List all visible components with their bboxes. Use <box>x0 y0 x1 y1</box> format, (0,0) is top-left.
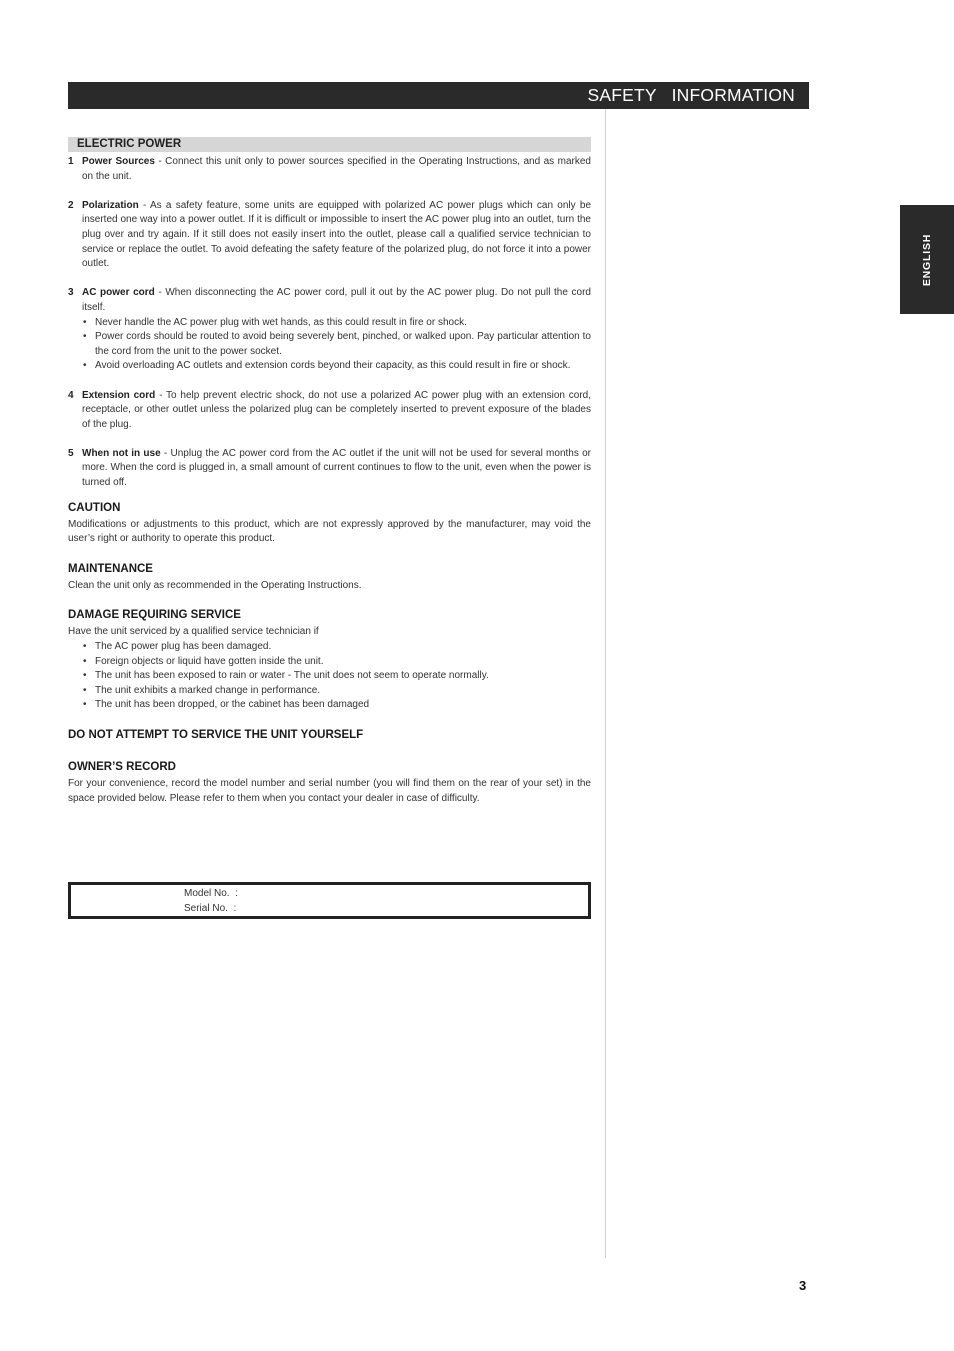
bullet-text: Avoid overloading AC outlets and extension cords beyond their capacity, as this could result in fire or shock. <box>95 360 571 372</box>
caution-section <box>68 501 591 547</box>
item-text: - To help prevent electric shock, do not use a polarized AC power plug with an extension cord, receptacle, or other outlet unless the polarized plug can be completely inserted to prevent exposure of the blades of the plug. <box>82 389 591 430</box>
bullet-text: Power cords should be routed to avoid being severely bent, pinched, or walked upon. Pay particular attention to the cord from the unit to the power socket. <box>95 331 591 357</box>
caution-heading: CAUTION <box>68 501 121 514</box>
do-not-attempt-heading: DO NOT ATTEMPT TO SERVICE THE UNIT YOURSELF <box>68 729 364 741</box>
bullet-text: The unit exhibits a marked change in performance. <box>95 684 321 696</box>
bullet-item <box>82 640 591 655</box>
damage-bullet-list <box>68 640 591 713</box>
list-item <box>68 199 591 272</box>
bullet-text: Never handle the AC power plug with wet hands, as this could result in fire or shock. <box>95 316 467 328</box>
list-item <box>68 155 591 184</box>
model-number-label: Model No. : <box>184 888 238 899</box>
owners-record-section <box>68 760 591 806</box>
damage-heading: DAMAGE REQUIRING SERVICE <box>68 609 241 622</box>
item-number: 2 <box>68 199 74 211</box>
bullet-item <box>82 359 591 374</box>
list-item <box>68 286 591 374</box>
damage-intro: Have the unit serviced by a qualified service technician if <box>68 626 319 638</box>
list-item <box>68 389 591 433</box>
maintenance-section <box>68 562 591 594</box>
serial-number-label: Serial No. : <box>184 903 237 914</box>
bullet-icon: • <box>83 655 87 667</box>
bullet-icon: • <box>83 331 87 343</box>
bullet-item <box>82 669 591 684</box>
item-number: 1 <box>68 156 74 167</box>
owners-record-heading: OWNER’S RECORD <box>68 761 176 773</box>
bullet-icon: • <box>83 641 87 653</box>
bullet-item <box>82 698 591 713</box>
item-text: - As a safety feature, some units are equipped with polarized AC power plugs which can only be inserted one way into a power outlet. If it is difficult or impossible to insert the AC power plug into an outlet, turn the plug over and try again. If it still does not easily insert into the outlet, please call a qualified service technician to service or replace the outlet. To avoid defeating the safety feature of the polarized plug, do not force it into a power outlet. <box>82 199 591 270</box>
item-text: - When disconnecting the AC power cord, pull it out by the AC power plug. Do not pull the cord itself. <box>82 287 591 313</box>
item-title: Extension cord <box>82 389 156 401</box>
bullet-list <box>82 316 591 374</box>
page-number: 3 <box>799 1278 807 1293</box>
item-text: - Unplug the AC power cord from the AC outlet if the unit will not be used for several months or more. When the cord is plugged in, a small amount of current continues to flow to the unit, even when the power is turned off. <box>82 447 591 489</box>
electric-power-list <box>68 155 591 491</box>
language-tab-label: ENGLISH <box>921 233 933 286</box>
bullet-text: The AC power plug has been damaged. <box>95 641 272 653</box>
maintenance-heading: MAINTENANCE <box>68 562 153 575</box>
bullet-icon: • <box>83 684 87 696</box>
item-title: Polarization <box>82 199 139 211</box>
owners-record-text: For your convenience, record the model number and serial number (you will find them on the rear of your set) in the space provided below. Please refer to them when you contact your dealer in case of difficulty. <box>68 778 591 804</box>
item-title: Power Sources <box>82 156 155 167</box>
bullet-text: Foreign objects or liquid have gotten inside the unit. <box>95 655 324 667</box>
item-number: 3 <box>68 287 74 299</box>
bullet-icon: • <box>83 670 87 682</box>
bullet-item <box>82 655 591 670</box>
owners-record-box <box>68 882 591 919</box>
electric-power-heading: ELECTRIC POWER <box>68 137 591 152</box>
bullet-icon: • <box>83 699 87 711</box>
column-divider <box>605 109 606 1258</box>
main-column <box>68 137 591 806</box>
item-title: AC power cord <box>82 287 155 299</box>
bullet-icon: • <box>83 360 87 372</box>
bullet-item <box>82 316 591 331</box>
bullet-icon: • <box>83 316 87 328</box>
header-bar <box>68 82 809 109</box>
bullet-text: The unit has been exposed to rain or water - The unit does not seem to operate normally. <box>95 670 489 682</box>
list-item <box>68 447 591 491</box>
maintenance-text: Clean the unit only as recommended in the Operating Instructions. <box>68 579 362 591</box>
bullet-text: The unit has been dropped, or the cabinet has been damaged <box>95 699 370 711</box>
item-text: - Connect this unit only to power sources specified in the Operating Instructions, and as marked on the unit. <box>82 156 591 182</box>
bullet-item <box>82 684 591 699</box>
item-number: 4 <box>68 389 74 401</box>
bullet-item <box>82 330 591 359</box>
page-title: SAFETY INFORMATION <box>587 85 795 105</box>
item-number: 5 <box>68 447 74 459</box>
damage-section <box>68 608 591 713</box>
language-tab <box>900 205 954 314</box>
caution-text: Modifications or adjustments to this product, which are not expressly approved by the manufacturer, may void the user’s right or authority to operate this product. <box>68 518 591 545</box>
item-title: When not in use <box>82 447 161 459</box>
